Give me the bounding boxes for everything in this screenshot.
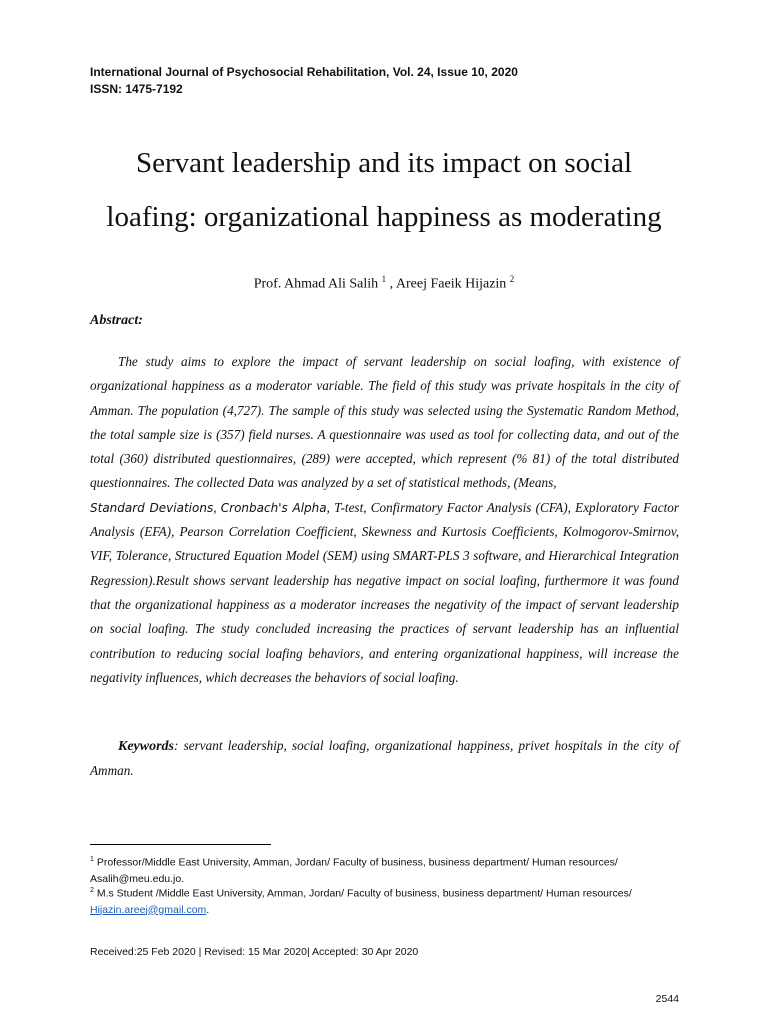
journal-citation: International Journal of Psychosocial Rehabilitation, Vol. 24, Issue 10, 2020 — [90, 65, 518, 79]
journal-header — [90, 64, 518, 98]
footnote-2-end: . — [206, 903, 210, 916]
journal-issn: ISSN: 1475-7192 — [90, 82, 183, 96]
footnote-2-marker: 2 — [90, 887, 94, 894]
author-2: Areej Faeik Hijazin — [395, 276, 507, 292]
abstract-comma-1: , — [213, 499, 221, 515]
footnote-2 — [90, 883, 680, 918]
author-1: Prof. Ahmad Ali Salih — [253, 276, 379, 292]
title-line-2: loafing: organizational happiness as moderating — [106, 201, 662, 233]
email-link[interactable]: Hijazin.areej@gmail.com — [90, 903, 207, 916]
title-line-1: Servant leadership and its impact on social — [135, 147, 633, 179]
page-number: 2544 — [655, 993, 679, 1005]
author-1-affil: 1 — [381, 274, 387, 284]
author-separator: , — [386, 276, 396, 292]
abstract-term-std-dev: Standard Deviations — [90, 500, 214, 515]
abstract-term-cronbach: Cronbach's Alpha — [220, 500, 327, 515]
paper-title — [60, 136, 708, 244]
footnote-1-marker: 1 — [90, 856, 94, 863]
keywords — [90, 734, 679, 784]
footnote-rule — [90, 844, 271, 845]
keywords-label: Keywords — [118, 739, 174, 754]
abstract-comma-2: , — [326, 499, 335, 515]
abstract-text-2: T-test, Confirmatory Factor Analysis (CFA), Exploratory Factor Analysis (EFA), Pearson Correlation Coefficient, Skewness and Kurtosis Coefficients, Kolmogorov-Smirnov, VIF, Tolerance, Structured Equation Model (SEM) using SMART-PLS 3 software, and Hierarchical Integration Regression).Result shows servant leadership has negative impact on social loafing, furthermore it was found that the organizational happiness as a moderator increases the negativity of the impact of servant leadership on social loafing. The study concluded increasing the practices of servant leadership has an influential contribution to reducing social loafing behaviors, and entering organizational happiness, will increase the negativity influences, which decreases the behaviors of social loafing. — [90, 499, 680, 685]
received-dates: Received:25 Feb 2020 | Revised: 15 Mar 2020| Accepted: 30 Apr 2020 — [90, 946, 419, 958]
footnote-1 — [90, 852, 680, 887]
keywords-text: : servant leadership, social loafing, organizational happiness, privet hospitals in the city of Amman. — [90, 738, 679, 779]
footnote-1-text: Professor/Middle East University, Amman, Jordan/ Faculty of business, business department/ Human resources/ Asalih@meu.edu.jo. — [90, 856, 618, 885]
author-2-affil: 2 — [509, 274, 515, 284]
author-line — [90, 274, 678, 293]
abstract-text-1: The study aims to explore the impact of servant leadership on social loafing, with existence of organizational happiness as a moderator variable. The field of this study was private hospitals in the city of Amman. The population (4,727). The sample of this study was selected using the Systematic Random Method, the total sample size is (357) field nurses. A questionnaire was used as tool for collecting data, and out of the total (360) distributed questionnaires, (289) were accepted, which represent (% 81) of the total distributed questionnaires. The collected Data was analyzed by a set of statistical methods, (Means, — [90, 354, 679, 491]
footnote-2-text: M.s Student /Middle East University, Amman, Jordan/ Faculty of business, business department/ Human resources/ — [93, 887, 632, 900]
abstract-heading: Abstract: — [90, 313, 143, 328]
abstract-body — [90, 350, 679, 690]
